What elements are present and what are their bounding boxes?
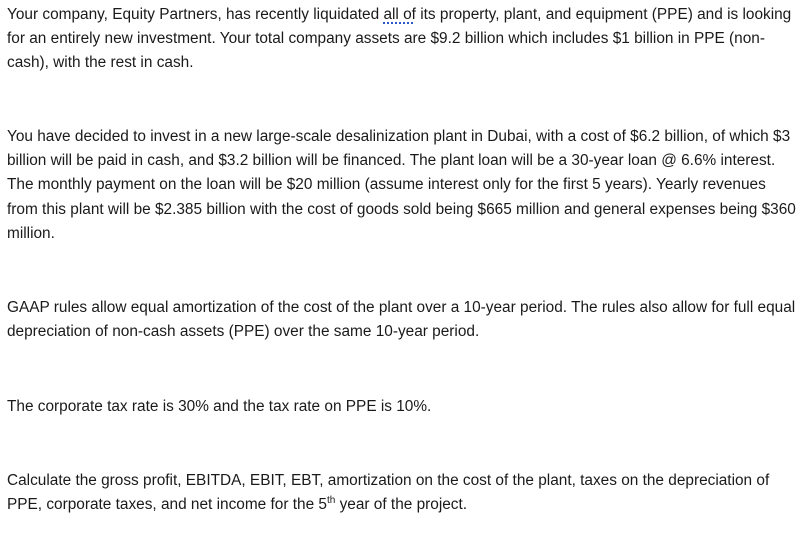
p5-text-end: year of the project.	[335, 496, 468, 514]
p1-text-end: its property, plant, and equipment (PPE) and is looking for an entirely new investment. Your total company assets are $9.2 billion which includes $1 billion in PPE (non-cash), with the rest in cash.	[7, 6, 792, 72]
grammar-flagged-phrase[interactable]: all of	[383, 6, 416, 23]
p5-text-start: Calculate the gross profit, EBITDA, EBIT, EBT, amortization on the cost of the plant, taxes on the depreciation of PPE, corporate taxes, and net income for the 5	[7, 472, 770, 514]
paragraph-task	[7, 469, 799, 517]
ordinal-suffix: th	[326, 495, 336, 507]
p1-text-start: Your company, Equity Partners, has recently liquidated	[7, 6, 384, 23]
paragraph-company-background	[7, 3, 799, 76]
paragraph-tax-rates: The corporate tax rate is 30% and the tax rate on PPE is 10%.	[7, 398, 432, 415]
paragraph-gaap-rules: GAAP rules allow equal amortization of the cost of the plant over a 10-year period. The rules also allow for full equal depreciation of non-cash assets (PPE) over the same 10-year period.	[7, 299, 796, 341]
paragraph-investment-details: You have decided to invest in a new large-scale desalinization plant in Dubai, with a cost of $6.2 billion, of which $3 billion will be paid in cash, and $3.2 billion will be financed. The plant loan will be a 30-year loan @ 6.6% interest. The monthly payment on the loan will be $20 million (assume interest only for the first 5 years). Yearly revenues from this plant will be $2.385 billion with the cost of goods sold being $665 million and general expenses being $360 million.	[7, 128, 796, 242]
